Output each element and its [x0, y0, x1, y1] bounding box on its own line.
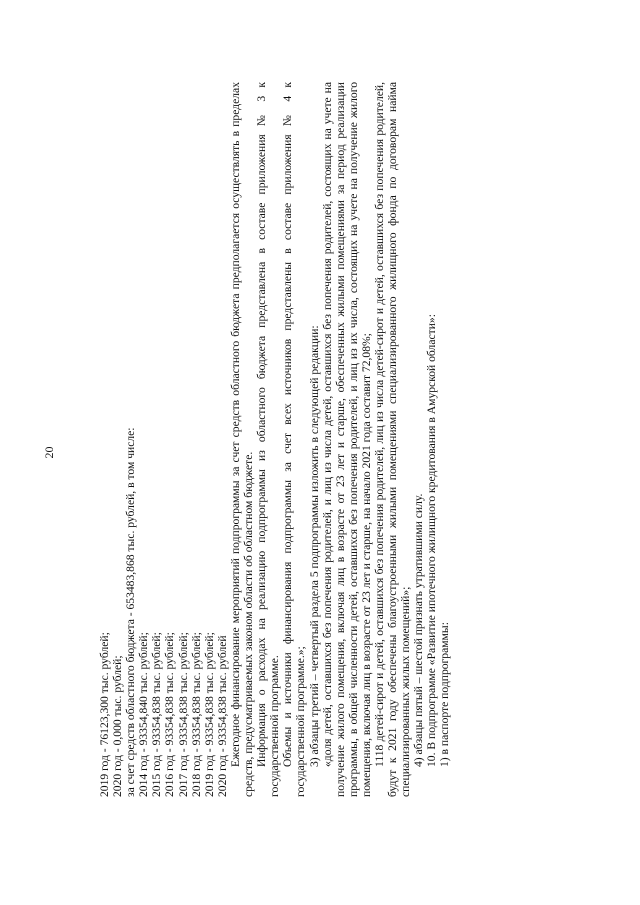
paragraph: «доля детей, оставшихся без попечения родителей, и лиц из числа детей, оставшихся без попечения родителей, состоящих на учете на получение жилого помещения, включая лиц в возрасте от 23 лет и старше, обеспеченных жилыми помещениями за период реализации программы, в общей численности детей, оставшихся без попечения родителей, и лиц из их числа, состоящих на учете на получение жилого помещения, включая лиц в возрасте от 23 лет и старше, на начало 2021 года составит 72,08%;: [320, 82, 373, 797]
paragraph: 10. В подпрограмме «Развитие ипотечного жилищного кредитования в Амурской области»:: [425, 314, 439, 767]
paragraph: 2020 год - 93354,838 тыс. рублей: [215, 635, 229, 797]
paragraph: Объемы и источники финансирования подпрограммы за счет всех источников представлены в составе приложения № 4 к государственной программе.»;: [281, 82, 308, 797]
paragraph: 1118 детей-сирот и детей, оставшихся без попечения родителей, лиц из числа детей-сирот и детей, оставшихся без попечения родителей, будут к 2021 году обеспечены благоустроенными жилыми помещениями специализированного жилищного фонда по договорам найма специализированных жилых помещений»;: [372, 82, 413, 797]
paragraph: 2014 год - 93354,840 тыс. рублей;: [137, 632, 151, 797]
paragraph: 4) абзацы пятый – шестой признать утратившими силу.: [412, 493, 426, 767]
paragraph: 2019 год - 76123,300 тыс. рублей;: [98, 632, 111, 797]
paragraph: 2016 год - 93354,838 тыс. рублей;: [163, 632, 177, 797]
paragraph: 2017 год - 93354,838 тыс. рублей;: [176, 632, 190, 797]
paragraph: 2020 год - 0,000 тыс. рублей;: [111, 655, 125, 797]
paragraph: 3) абзацы третий – четвертый раздела 5 подпрограммы изложить в следующей редакции:: [307, 325, 321, 767]
paragraph: 2019 год - 93354,838 тыс. рублей;: [202, 632, 216, 797]
paragraph: 1) в паспорте подпрограммы:: [438, 622, 452, 767]
paragraph: 2015 год - 93354,838 тыс. рублей;: [150, 632, 164, 797]
paragraph: 2018 год - 93354,838 тыс. рублей;: [189, 632, 203, 797]
page-number: 20: [42, 446, 56, 459]
document-body: [98, 82, 452, 797]
paragraph: Информация о расходах на реализацию подпрограммы из областного бюджета представлена в составе приложения № 3 к государственной программе.: [255, 82, 282, 797]
paragraph: за счет средств областного бюджета - 653483,868 тыс. рублей, в том числе:: [124, 427, 138, 797]
paragraph: Ежегодное финансирование мероприятий подпрограммы за счет средств областного бюджета предполагается осуществлять в пределах средств, предусматриваемых законом области об областном бюджете.: [228, 82, 256, 797]
